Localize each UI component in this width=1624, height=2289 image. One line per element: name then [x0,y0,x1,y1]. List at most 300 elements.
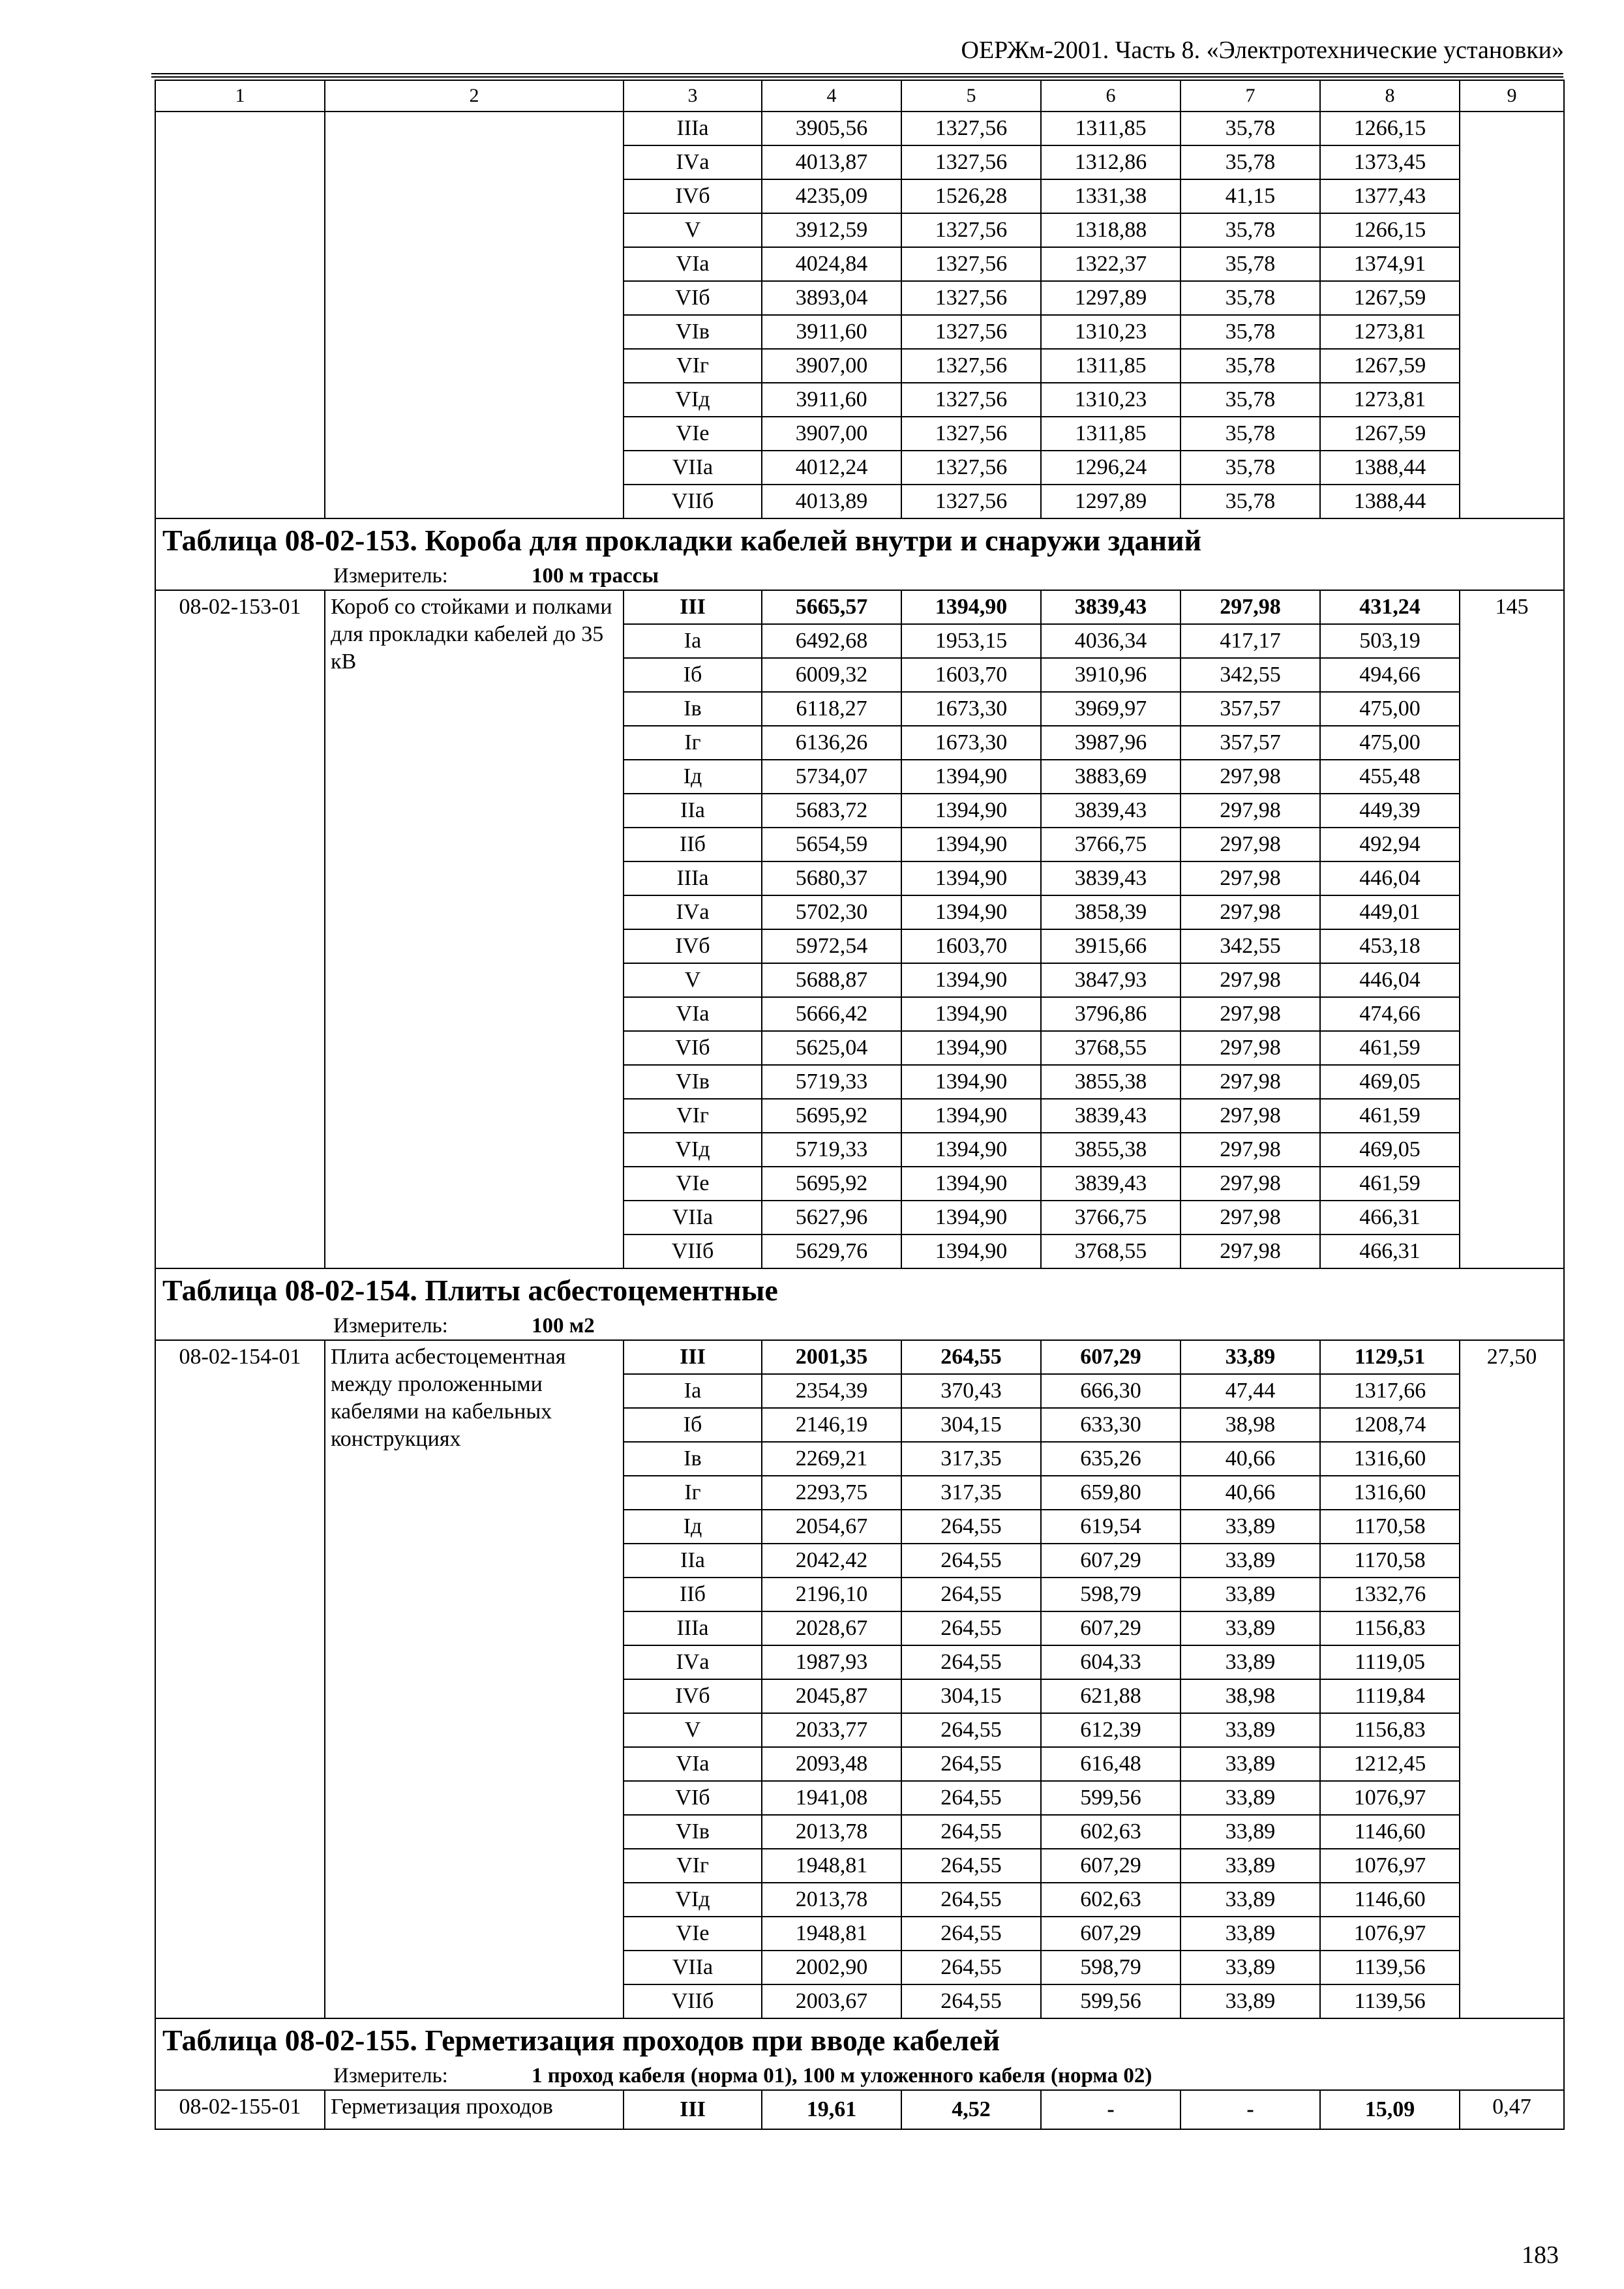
value-cell: 666,30 [1041,1374,1180,1408]
value-cell: 264,55 [901,1713,1041,1747]
zone-cell: IVа [624,145,762,179]
value-cell: 604,33 [1041,1645,1180,1679]
value-cell: 38,98 [1180,1679,1320,1713]
value-cell: 297,98 [1180,760,1320,794]
value-cell: 1331,38 [1041,179,1180,213]
value-cell: 357,57 [1180,692,1320,726]
value-cell: 5627,96 [762,1201,901,1234]
value-cell: 455,48 [1320,760,1460,794]
value-cell: 3839,43 [1041,1099,1180,1133]
value-cell: 1394,90 [901,1167,1041,1201]
value-cell: 469,05 [1320,1065,1460,1099]
value-cell: 33,89 [1180,1815,1320,1849]
value-cell: 1267,59 [1320,349,1460,383]
value-cell: 5688,87 [762,963,901,997]
value-cell: 297,98 [1180,794,1320,828]
value-cell: 466,31 [1320,1234,1460,1268]
value-cell: 1139,56 [1320,1951,1460,1984]
value-cell: 1273,81 [1320,315,1460,349]
column-number: 7 [1180,80,1320,112]
value-cell: 33,89 [1180,1781,1320,1815]
value-cell: 3911,60 [762,383,901,417]
value-cell: 2093,48 [762,1747,901,1781]
value-cell: 2001,35 [762,1340,901,1374]
value-cell: 2054,67 [762,1510,901,1544]
value-cell: 35,78 [1180,451,1320,485]
value-cell: 1673,30 [901,692,1041,726]
value-cell: 3883,69 [1041,760,1180,794]
value-cell: 461,59 [1320,1167,1460,1201]
value-cell: 446,04 [1320,963,1460,997]
measure-cell [155,562,1564,590]
value-cell: 1327,56 [901,213,1041,247]
value-cell: 264,55 [901,1611,1041,1645]
zone-cell: VIд [624,1133,762,1167]
value-cell: 4013,87 [762,145,901,179]
value-cell: 2033,77 [762,1713,901,1747]
value-cell: 461,59 [1320,1099,1460,1133]
value-cell: 1327,56 [901,247,1041,281]
value-cell: 1394,90 [901,794,1041,828]
value-cell: 616,48 [1041,1747,1180,1781]
value-cell: 370,43 [901,1374,1041,1408]
value-cell: 264,55 [901,1510,1041,1544]
value-cell: 1948,81 [762,1849,901,1883]
value-cell: 1273,81 [1320,383,1460,417]
value-cell: 598,79 [1041,1578,1180,1611]
value-cell: 3912,59 [762,213,901,247]
value-cell: 503,19 [1320,624,1460,658]
value-cell: 342,55 [1180,658,1320,692]
value-cell: 5666,42 [762,997,901,1031]
value-cell: 1377,43 [1320,179,1460,213]
value-cell: 431,24 [1320,590,1460,624]
value-cell: 4013,89 [762,485,901,518]
value-cell: 33,89 [1180,1747,1320,1781]
zone-cell: VIIб [624,1234,762,1268]
value-cell: 297,98 [1180,1234,1320,1268]
value-cell: 1394,90 [901,1234,1041,1268]
value-cell: 1327,56 [901,315,1041,349]
table-row [155,2090,1564,2129]
value-cell: 297,98 [1180,1065,1320,1099]
value-cell: 1076,97 [1320,1781,1460,1815]
measure-cell [155,1312,1564,1340]
zone-cell: III [624,590,762,624]
value-cell: 2045,87 [762,1679,901,1713]
value-cell: 35,78 [1180,315,1320,349]
column-number: 6 [1041,80,1180,112]
value-cell: 33,89 [1180,1849,1320,1883]
zone-cell: VIб [624,1031,762,1065]
value-cell: 1394,90 [901,1065,1041,1099]
value-cell: 1156,83 [1320,1713,1460,1747]
value-cell: 5665,57 [762,590,901,624]
price-table [155,80,1565,2130]
value-cell: 297,98 [1180,1167,1320,1201]
value-cell: 357,57 [1180,726,1320,760]
value-cell: 5972,54 [762,929,901,963]
zone-cell: IIIа [624,112,762,145]
value-cell: 3855,38 [1041,1133,1180,1167]
column-number: 4 [762,80,901,112]
table-row [155,590,1564,624]
value-cell: 35,78 [1180,247,1320,281]
measure-row [155,562,1564,590]
value-cell: 1394,90 [901,895,1041,929]
value-cell: 297,98 [1180,895,1320,929]
value-cell: 4,52 [901,2090,1041,2129]
value-cell: 2013,78 [762,1815,901,1849]
value-cell: 35,78 [1180,145,1320,179]
value-cell: 6492,68 [762,624,901,658]
value-cell: 494,66 [1320,658,1460,692]
value-cell: 1394,90 [901,1099,1041,1133]
value-cell: 35,78 [1180,417,1320,451]
value-cell: 1941,08 [762,1781,901,1815]
value-cell: 612,39 [1041,1713,1180,1747]
zone-cell: Iв [624,692,762,726]
zone-cell: Iв [624,1442,762,1476]
value-cell: 1267,59 [1320,281,1460,315]
value-cell: 3766,75 [1041,1201,1180,1234]
value-cell: 297,98 [1180,1201,1320,1234]
value-cell: 264,55 [901,1544,1041,1578]
value-cell: 3839,43 [1041,590,1180,624]
value-cell: 304,15 [901,1679,1041,1713]
value-cell: 1318,88 [1041,213,1180,247]
value-cell: 1673,30 [901,726,1041,760]
value-cell: 5680,37 [762,861,901,895]
value-cell: 1394,90 [901,1201,1041,1234]
zone-cell: IVб [624,1679,762,1713]
value-cell: 1297,89 [1041,485,1180,518]
zone-cell: Iа [624,1374,762,1408]
zone-cell: Iг [624,1476,762,1510]
value-cell: 1170,58 [1320,1544,1460,1578]
value-cell: 3907,00 [762,417,901,451]
value-cell: - [1041,2090,1180,2129]
value-cell: 1603,70 [901,929,1041,963]
value-cell: 3855,38 [1041,1065,1180,1099]
zone-cell: IVб [624,179,762,213]
value-cell: 5654,59 [762,828,901,861]
zone-cell: III [624,1340,762,1374]
table-title: Таблица 08-02-155. Герметизация проходов при вводе кабелей [155,2018,1564,2062]
value-cell: 475,00 [1320,726,1460,760]
value-cell: 1297,89 [1041,281,1180,315]
value-cell: 35,78 [1180,383,1320,417]
value-cell: 264,55 [901,1340,1041,1374]
value-cell: 264,55 [901,1645,1041,1679]
page-number: 183 [1522,2241,1559,2269]
column-number: 3 [624,80,762,112]
zone-cell: VIг [624,1849,762,1883]
zone-cell: VIа [624,997,762,1031]
zone-cell: III [624,2090,762,2129]
measure-label: Измеритель: [333,2064,448,2087]
value-cell: 3905,56 [762,112,901,145]
value-cell: 1388,44 [1320,485,1460,518]
value-cell: 1296,24 [1041,451,1180,485]
value-cell: 1526,28 [901,179,1041,213]
value-cell: 3893,04 [762,281,901,315]
zone-cell: V [624,1713,762,1747]
value-cell: 35,78 [1180,281,1320,315]
value-cell: 598,79 [1041,1951,1180,1984]
value-cell: 3839,43 [1041,861,1180,895]
value-cell: 297,98 [1180,1133,1320,1167]
value-cell: 607,29 [1041,1340,1180,1374]
zone-cell: VIIб [624,1984,762,2018]
value-cell: 3969,97 [1041,692,1180,726]
value-cell: 1394,90 [901,1031,1041,1065]
value-cell: 33,89 [1180,1645,1320,1679]
table-title-row [155,518,1564,562]
zone-cell: IIб [624,828,762,861]
value-cell: 3839,43 [1041,1167,1180,1201]
value-cell: 264,55 [901,1951,1041,1984]
value-cell: 469,05 [1320,1133,1460,1167]
table-title: Таблица 08-02-153. Короба для прокладки кабелей внутри и снаружи зданий [155,518,1564,562]
zone-cell: VIд [624,1883,762,1917]
value-cell: 2196,10 [762,1578,901,1611]
value-cell: 1317,66 [1320,1374,1460,1408]
zone-cell: IIб [624,1578,762,1611]
value-cell: 1146,60 [1320,1815,1460,1849]
value-cell: 5702,30 [762,895,901,929]
running-header: ОЕРЖм-2001. Часть 8. «Электротехнические установки» [961,37,1564,64]
value-cell: 1316,60 [1320,1442,1460,1476]
value-cell: 1327,56 [901,485,1041,518]
value-cell: 40,66 [1180,1442,1320,1476]
norm-cell [1460,112,1564,518]
table-row [155,112,1564,145]
value-cell: 5683,72 [762,794,901,828]
value-cell: 1987,93 [762,1645,901,1679]
value-cell: 4024,84 [762,247,901,281]
description-cell: Герметизация проходов [325,2090,624,2129]
zone-cell: IIа [624,794,762,828]
norm-cell: 145 [1460,590,1564,1268]
zone-cell: Iд [624,760,762,794]
value-cell: 1327,56 [901,383,1041,417]
table-row [155,1340,1564,1374]
value-cell: 297,98 [1180,590,1320,624]
value-cell: 33,89 [1180,1984,1320,2018]
value-cell: 6136,26 [762,726,901,760]
value-cell: 1139,56 [1320,1984,1460,2018]
value-cell: 3796,86 [1041,997,1180,1031]
zone-cell: VIб [624,1781,762,1815]
measure-unit: 1 проход кабеля (норма 01), 100 м уложенного кабеля (норма 02) [532,2064,1152,2087]
value-cell: 3768,55 [1041,1031,1180,1065]
zone-cell: VIIб [624,485,762,518]
value-cell: 1394,90 [901,760,1041,794]
value-cell: 3987,96 [1041,726,1180,760]
value-cell: 599,56 [1041,1781,1180,1815]
value-cell: 1311,85 [1041,112,1180,145]
value-cell: 33,89 [1180,1544,1320,1578]
header-rule [151,73,1563,78]
value-cell: 297,98 [1180,963,1320,997]
value-cell: 1119,05 [1320,1645,1460,1679]
value-cell: 19,61 [762,2090,901,2129]
value-cell: 3907,00 [762,349,901,383]
value-cell: 621,88 [1041,1679,1180,1713]
value-cell: 33,89 [1180,1578,1320,1611]
value-cell: 607,29 [1041,1611,1180,1645]
zone-cell: VIе [624,1167,762,1201]
zone-cell: IIа [624,1544,762,1578]
value-cell: 264,55 [901,1578,1041,1611]
zone-cell: VIIа [624,1951,762,1984]
value-cell: 3858,39 [1041,895,1180,929]
measure-cell [155,2062,1564,2090]
value-cell: 264,55 [901,1883,1041,1917]
value-cell: 33,89 [1180,1951,1320,1984]
value-cell: 1119,84 [1320,1679,1460,1713]
value-cell: 1394,90 [901,590,1041,624]
value-cell: 47,44 [1180,1374,1320,1408]
code-cell: 08-02-155-01 [155,2090,325,2129]
value-cell: 35,78 [1180,485,1320,518]
value-cell: 607,29 [1041,1917,1180,1951]
value-cell: 1953,15 [901,624,1041,658]
zone-cell: VIб [624,281,762,315]
value-cell: 475,00 [1320,692,1460,726]
value-cell: 453,18 [1320,929,1460,963]
value-cell: 1394,90 [901,828,1041,861]
code-cell: 08-02-153-01 [155,590,325,1268]
value-cell: 1267,59 [1320,417,1460,451]
zone-cell: VIд [624,383,762,417]
norm-cell: 0,47 [1460,2090,1564,2129]
value-cell: 5734,07 [762,760,901,794]
value-cell: 2028,67 [762,1611,901,1645]
value-cell: 5719,33 [762,1133,901,1167]
value-cell: 15,09 [1320,2090,1460,2129]
value-cell: 1310,23 [1041,383,1180,417]
value-cell: 264,55 [901,1917,1041,1951]
value-cell: 1394,90 [901,1133,1041,1167]
value-cell: 41,15 [1180,179,1320,213]
value-cell: 449,01 [1320,895,1460,929]
value-cell: 35,78 [1180,213,1320,247]
table-title: Таблица 08-02-154. Плиты асбестоцементные [155,1268,1564,1312]
value-cell: 33,89 [1180,1883,1320,1917]
value-cell: 602,63 [1041,1883,1180,1917]
value-cell: 35,78 [1180,112,1320,145]
value-cell: 264,55 [901,1849,1041,1883]
zone-cell: V [624,963,762,997]
value-cell: 3839,43 [1041,794,1180,828]
value-cell: 4235,09 [762,179,901,213]
value-cell: 33,89 [1180,1340,1320,1374]
value-cell: 5625,04 [762,1031,901,1065]
value-cell: 1327,56 [901,349,1041,383]
value-cell: 1311,85 [1041,349,1180,383]
value-cell: 6118,27 [762,692,901,726]
value-cell: 2293,75 [762,1476,901,1510]
zone-cell: VIв [624,315,762,349]
value-cell: 3766,75 [1041,828,1180,861]
value-cell: 5719,33 [762,1065,901,1099]
column-number: 9 [1460,80,1564,112]
zone-cell: Iа [624,624,762,658]
value-cell: 2042,42 [762,1544,901,1578]
value-cell: 297,98 [1180,1099,1320,1133]
value-cell: 635,26 [1041,1442,1180,1476]
value-cell: 317,35 [901,1476,1041,1510]
zone-cell: VIIа [624,1201,762,1234]
measure-label: Измеритель: [333,564,448,588]
zone-cell: IVа [624,1645,762,1679]
value-cell: 446,04 [1320,861,1460,895]
value-cell: 1266,15 [1320,112,1460,145]
value-cell: 1332,76 [1320,1578,1460,1611]
zone-cell: IVб [624,929,762,963]
zone-cell: IIIа [624,861,762,895]
value-cell: 5629,76 [762,1234,901,1268]
value-cell: 297,98 [1180,997,1320,1031]
value-cell: 38,98 [1180,1408,1320,1442]
value-cell: 264,55 [901,1984,1041,2018]
measure-row [155,1312,1564,1340]
value-cell: 33,89 [1180,1611,1320,1645]
value-cell: 1388,44 [1320,451,1460,485]
measure-unit: 100 м трассы [532,564,659,588]
zone-cell: VIв [624,1815,762,1849]
value-cell: 449,39 [1320,794,1460,828]
value-cell: 6009,32 [762,658,901,692]
column-number-row [155,80,1564,112]
value-cell: 264,55 [901,1781,1041,1815]
value-cell: 1311,85 [1041,417,1180,451]
value-cell: 317,35 [901,1442,1041,1476]
zone-cell: VIг [624,1099,762,1133]
value-cell: 35,78 [1180,349,1320,383]
zone-cell: IIIа [624,1611,762,1645]
column-number: 5 [901,80,1041,112]
value-cell: 3768,55 [1041,1234,1180,1268]
column-number: 2 [325,80,624,112]
value-cell: 5695,92 [762,1099,901,1133]
value-cell: 297,98 [1180,861,1320,895]
zone-cell: VIа [624,1747,762,1781]
description-cell [325,112,624,518]
value-cell: 1373,45 [1320,145,1460,179]
value-cell: 474,66 [1320,997,1460,1031]
value-cell: 1327,56 [901,417,1041,451]
value-cell: 3847,93 [1041,963,1180,997]
code-cell: 08-02-154-01 [155,1340,325,2018]
value-cell: 1312,86 [1041,145,1180,179]
value-cell: 1322,37 [1041,247,1180,281]
value-cell: 1327,56 [901,451,1041,485]
value-cell: 619,54 [1041,1510,1180,1544]
value-cell: 342,55 [1180,929,1320,963]
value-cell: 1156,83 [1320,1611,1460,1645]
value-cell: 1170,58 [1320,1510,1460,1544]
norm-cell: 27,50 [1460,1340,1564,2018]
value-cell: 304,15 [901,1408,1041,1442]
value-cell: 1076,97 [1320,1917,1460,1951]
value-cell: 2354,39 [762,1374,901,1408]
value-cell: 1603,70 [901,658,1041,692]
value-cell: 659,80 [1041,1476,1180,1510]
value-cell: 1212,45 [1320,1747,1460,1781]
